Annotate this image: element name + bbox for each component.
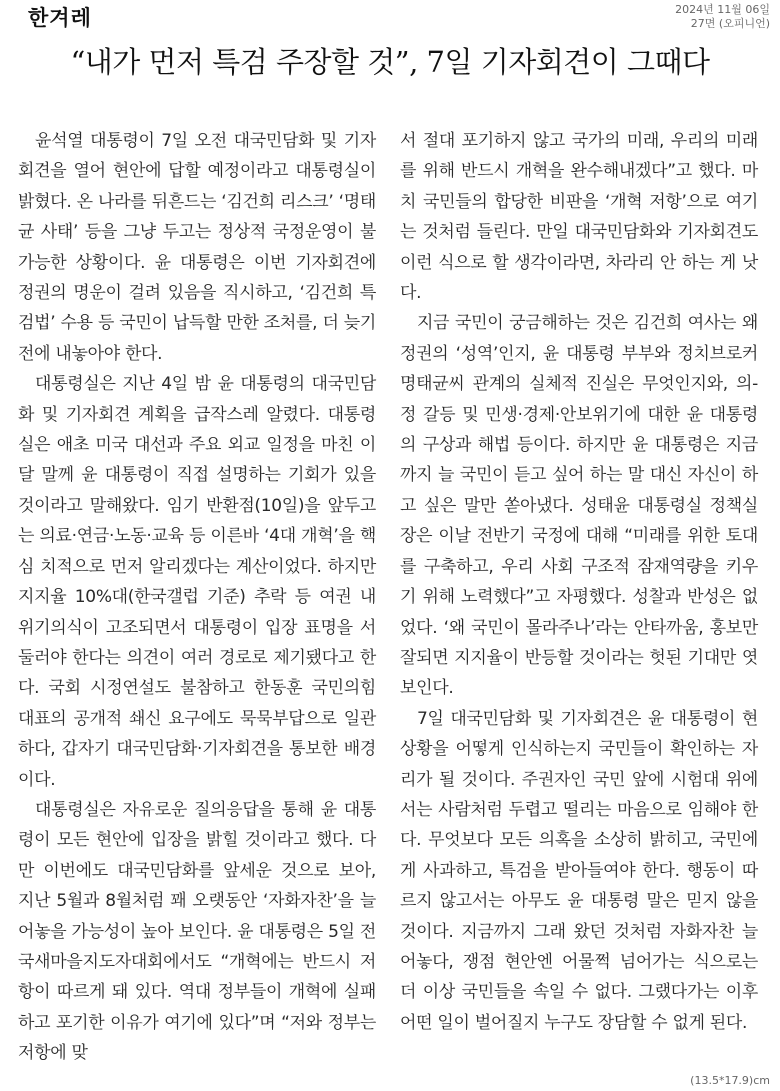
article-column-left [18, 126, 376, 1069]
paragraph-continued: 서 절대 포기하지 않고 국가의 미래, 우리의 미래를 위해 반드시 개혁을 완수해내겠다”고 했다. 마치 국민들의 합당한 비판을 ‘개혁 저항’으로 여기는 것처럼 들린다. 만일 대국민담화와 기자회견도 이런 식으로 할 생각이라면, 차라리 안 하는 게 낫다. [400, 131, 758, 304]
article-column-right [400, 126, 758, 1038]
publication-meta [675, 3, 770, 31]
paragraph: 대통령실은 지난 4일 밤 윤 대통령의 대국민담화 및 기자회견 계획을 급작스레 알렸다. 대통령실은 애초 미국 대선과 주요 외교 일정을 마친 이달 말께 윤 대통령이 직접 설명하는 기회가 있을 것이라고 말해왔다. 임기 반환점(10일)을 앞두고는 의료·연금·노동·교육 등 이른바 ‘4대 개혁’을 핵심 치적으로 먼저 알리겠다는 계산이었다. 하지만 지지율 10%대(한국갤럽 기준) 추락 등 여권 내 위기의식이 고조되면서 대통령이 입장 표명을 서둘러야 한다는 의견이 여러 경로로 제기됐다고 한다. 국회 시정연설도 불참하고 한동훈 국민의힘 대표의 공개적 쇄신 요구에도 묵묵부답으로 일관하다, 갑자기 대국민담화·기자회견을 통보한 배경이다. [18, 374, 376, 790]
paragraph: 대통령실은 자유로운 질의응답을 통해 윤 대통령이 모든 현안에 입장을 밝힐 것이라고 했다. 다만 이번에도 대국민담화를 앞세운 것으로 보아, 지난 5월과 8월처럼 꽤 오랫동안 ‘자화자찬’을 늘어놓을 가능성이 높아 보인다. 윤 대통령은 5일 전국새마을지도자대회에서도 “개혁에는 반드시 저항이 따르게 돼 있다. 역대 정부들이 개혁에 실패하고 포기한 이유가 여기에 있다”며 “저와 정부는 저항에 맞 [18, 799, 376, 1064]
paragraph: 7일 대국민담화 및 기자회견은 윤 대통령이 현 상황을 어떻게 인식하는지 국민들이 확인하는 자리가 될 것이다. 주권자인 국민 앞에 시험대 위에 서는 사람처럼 두렵고 떨리는 마음으로 임해야 한다. 무엇보다 모든 의혹을 소상히 밝히고, 국민에게 사과하고, 특검을 받아들여야 한다. 행동이 따르지 않고서는 아무도 윤 대통령 말은 믿지 않을 것이다. 지금까지 그래 왔던 것처럼 자화자찬 늘어놓다, 쟁점 현안엔 어물쩍 넘어가는 식으로는 더 이상 국민들을 속일 수 없다. 그랬다가는 이후 어떤 일이 벌어질지 누구도 장담할 수 없게 된다. [400, 708, 758, 1033]
page-section: 27면 (오피니언) [690, 17, 770, 30]
article-headline: “내가 먼저 특검 주장할 것”, 7일 기자회견이 그때다 [70, 45, 710, 79]
publication-date: 2024년 11월 06일 [675, 3, 770, 16]
paragraph: 지금 국민이 궁금해하는 것은 김건희 여사는 왜 정권의 ‘성역’인지, 윤 대통령 부부와 정치브로커 명태균씨 관계의 실체적 진실은 무엇인지와, 의-정 갈등 및 민생·경제·안보위기에 대한 윤 대통령의 구상과 해법 등이다. 하지만 윤 대통령은 지금까지 늘 국민이 듣고 싶어 하는 말 대신 자신이 하고 싶은 말만 쏟아냈다. 성태윤 대통령실 정책실장은 이날 전반기 국정에 대해 “미래를 위한 토대를 구축하고, 우리 사회 구조적 잠재역량을 키우기 위해 노력했다”고 자평했다. 성찰과 반성은 없었다. ‘왜 국민이 몰라주나’라는 안타까움, 홍보만 잘되면 지지율이 반등할 것이라는 헛된 기대만 엿보인다. [400, 313, 758, 699]
clipping-size: (13.5*17.9)cm [690, 1074, 770, 1087]
newspaper-logo: 한겨레 [28, 6, 92, 30]
paragraph: 윤석열 대통령이 7일 오전 대국민담화 및 기자회견을 열어 현안에 답할 예정이라고 대통령실이 밝혔다. 온 나라를 뒤흔드는 ‘김건희 리스크’ ‘명태균 사태’ 등을 그냥 두고는 정상적 국정운영이 불가능한 상황이다. 윤 대통령은 이번 기자회견에 정권의 명운이 걸려 있음을 직시하고, ‘김건희 특검법’ 수용 등 국민이 납득할 만한 조처를, 더 늦기 전에 내놓아야 한다. [18, 131, 376, 364]
